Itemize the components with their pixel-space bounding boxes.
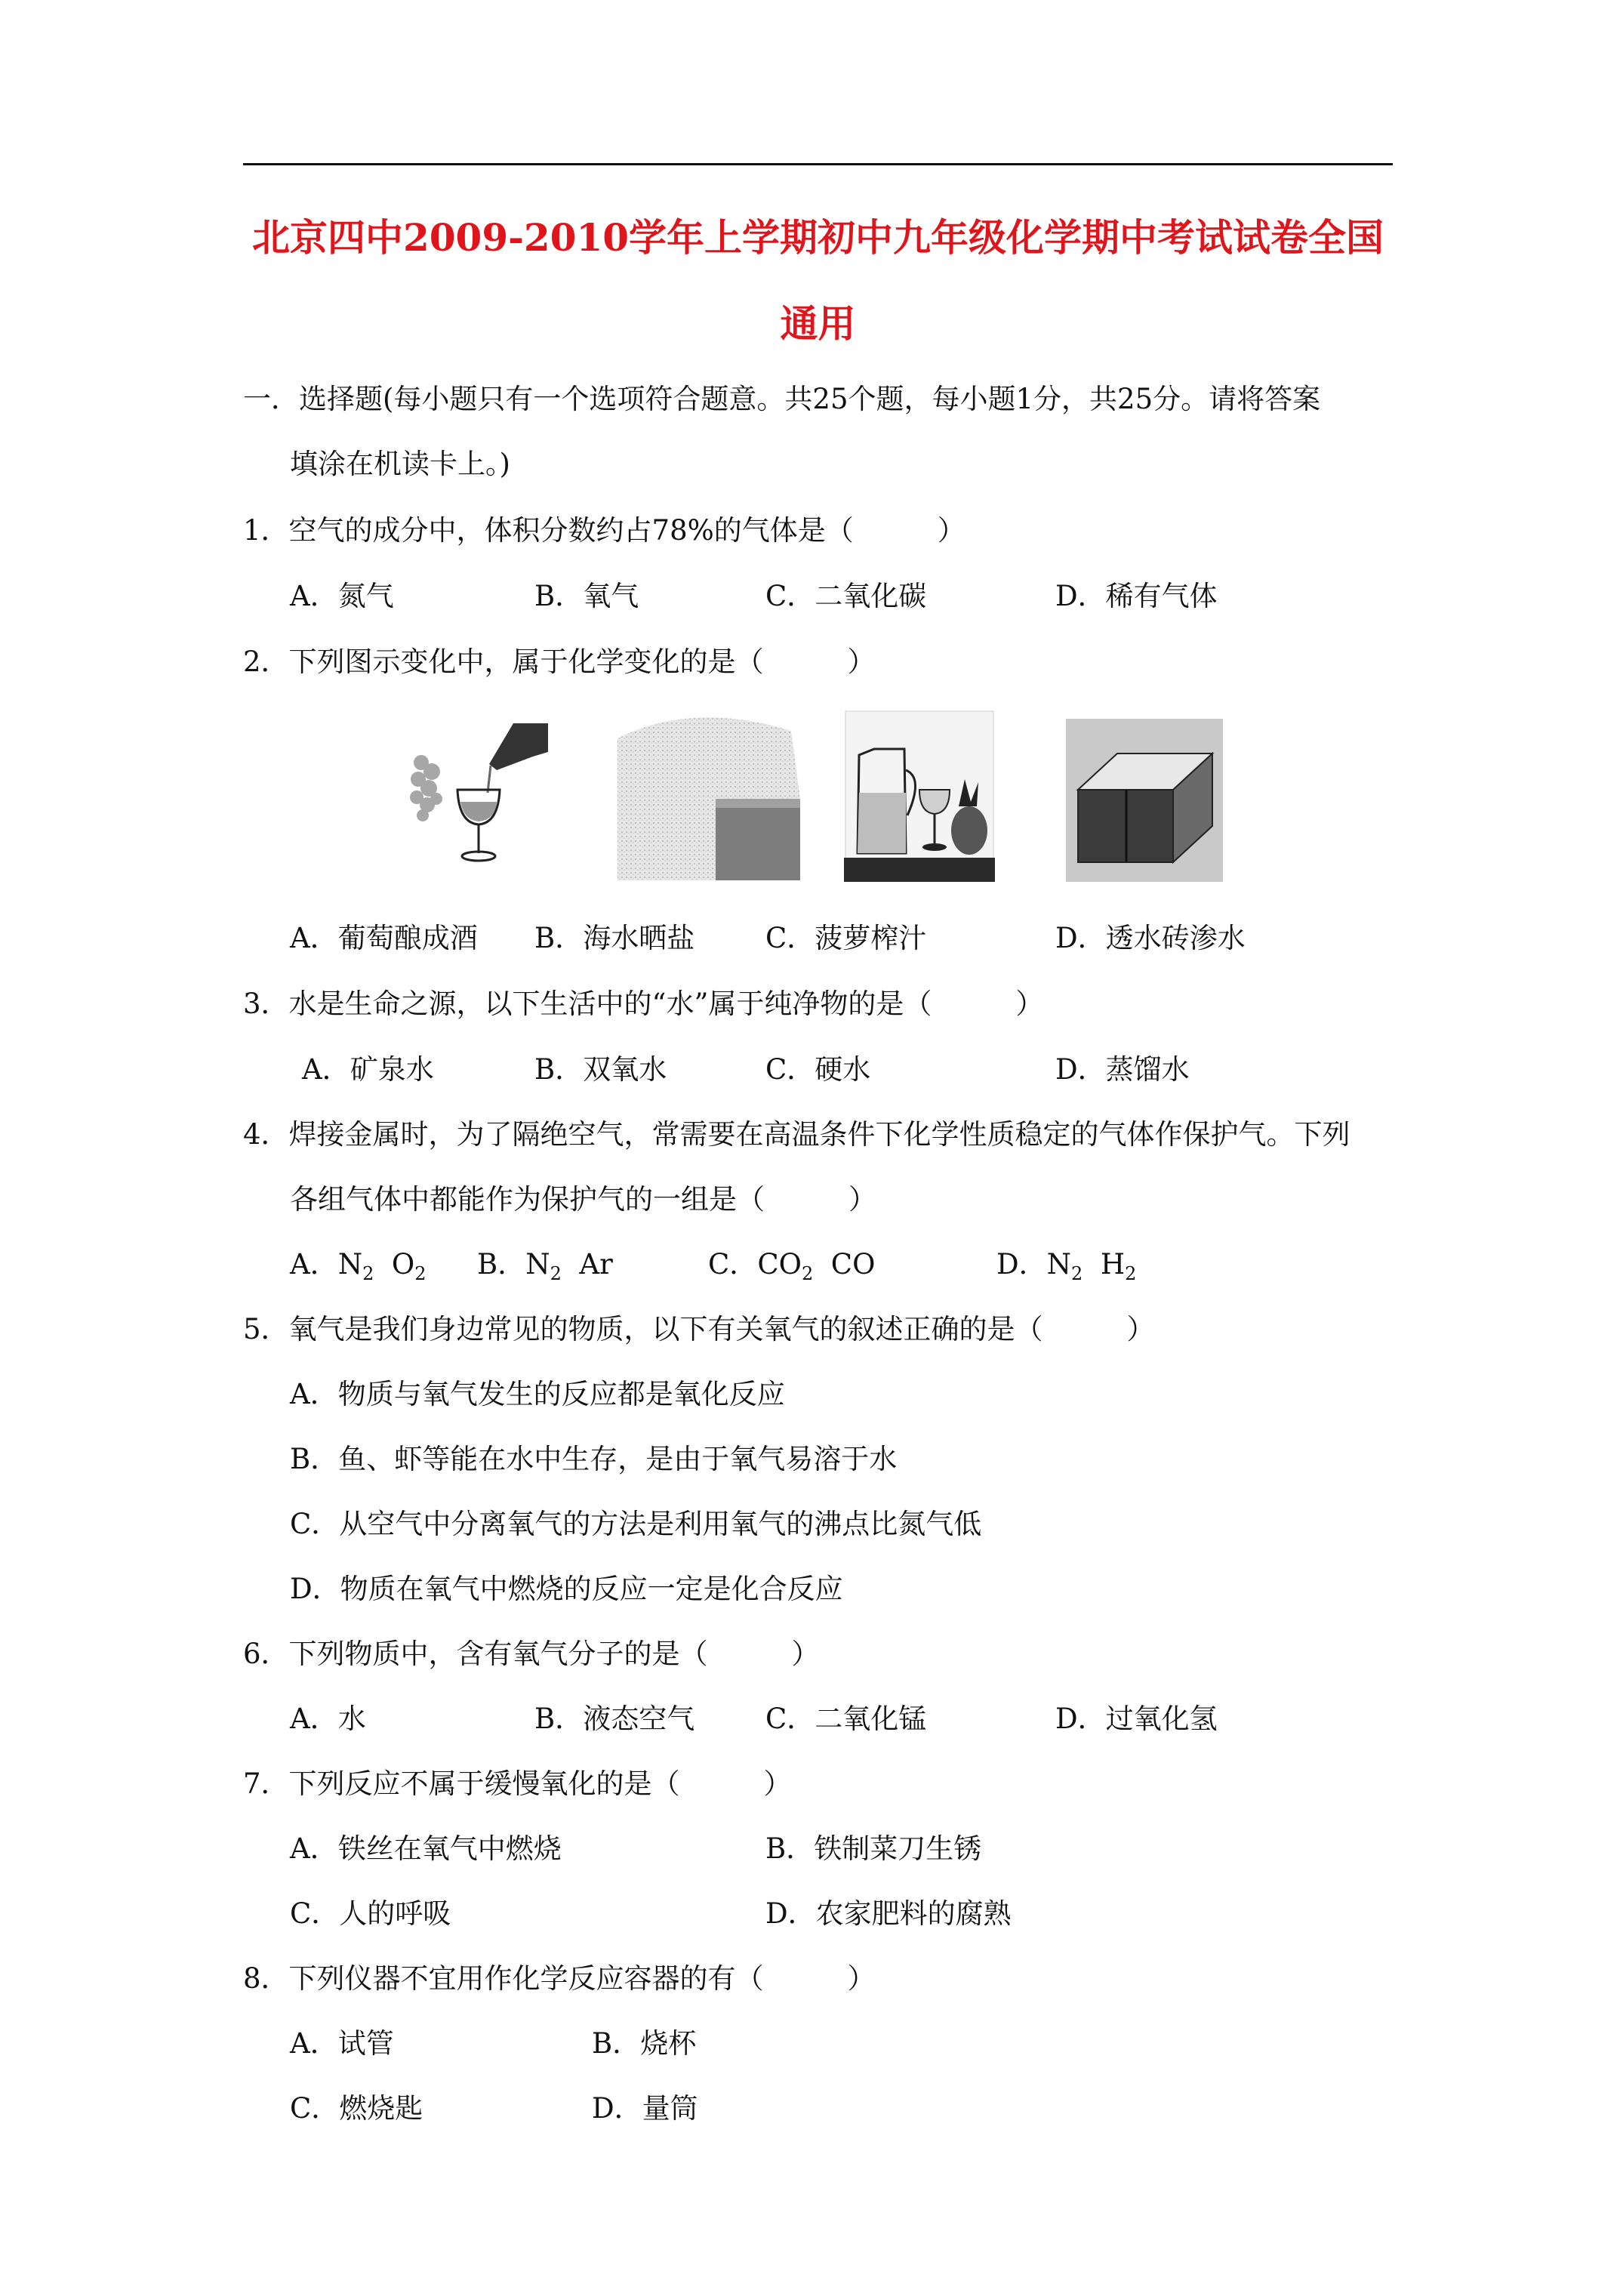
q4-option-a-gas2: O [391,1248,415,1281]
q4-option-d-gas1: N [1046,1248,1072,1281]
q8-option-a: A．试管 [290,2027,394,2060]
q4-option-a-letter: A． [290,1248,338,1281]
question-4-stem-line2: 各组气体中都能作为保护气的一组是（ ） [290,1183,876,1216]
q7-option-b: B．铁制菜刀生锈 [765,1832,982,1865]
q7-option-c: C．人的呼吸 [290,1897,451,1930]
q4-option-a-sub2: 2 [414,1263,427,1284]
q3-option-b: B．双氧水 [534,1053,667,1086]
exam-title-line1: 北京四中2009-2010学年上学期初中九年级化学期中考试试卷全国 [251,215,1384,260]
q4-option-c [708,1246,875,1293]
question-8-stem: 8．下列仪器不宜用作化学反应容器的有（ ） [243,1962,876,1995]
q6-option-a: A．水 [290,1703,366,1735]
q4-option-b-sub1: 2 [550,1263,562,1284]
q4-option-a-gas1: N [337,1248,363,1281]
q5-option-d: D．物质在氧气中燃烧的反应一定是化合反应 [290,1573,843,1605]
question-2-stem: 2．下列图示变化中，属于化学变化的是（ ） [243,646,876,678]
q4-option-a-sub1: 2 [362,1263,374,1284]
q6-option-d: D．过氧化氢 [1055,1703,1218,1735]
q5-option-c: C．从空气中分离氧气的方法是利用氧气的沸点比氮气低 [290,1508,982,1540]
q2-option-c: C．菠萝榨汁 [765,922,927,954]
q4-option-d-gas2: H [1100,1248,1126,1281]
q8-option-d: D．量筒 [592,2092,698,2125]
q4-option-d [996,1246,1136,1293]
q4-option-b [477,1246,613,1293]
grape-wine-pouring-image [400,717,551,868]
q6-option-b: B．液态空气 [534,1703,695,1735]
question-6-stem: 6．下列物质中，含有氧气分子的是（ ） [243,1638,820,1670]
q4-option-d-letter: D． [996,1248,1047,1281]
q1-option-b: B．氧气 [534,580,639,612]
q1-option-c: C．二氧化碳 [765,580,927,612]
question-7-stem: 7．下列反应不属于缓慢氧化的是（ ） [243,1767,792,1800]
section-heading-line2: 填涂在机读卡上。) [290,448,510,480]
q2-option-d: D．透水砖渗水 [1055,922,1246,954]
q4-option-c-letter: C． [708,1248,758,1281]
q2-option-b: B．海水晒盐 [534,922,695,954]
q3-option-c: C．硬水 [765,1053,871,1086]
q3-option-a: A．矿泉水 [302,1053,434,1086]
q4-option-b-letter: B． [477,1248,526,1281]
q4-option-b-gas1: N [525,1248,550,1281]
q7-option-a: A．铁丝在氧气中燃烧 [290,1832,562,1865]
q4-option-c-gas2: CO [830,1248,876,1281]
question-3-stem: 3．水是生命之源，以下生活中的“水”属于纯净物的是（ ） [243,988,1044,1020]
pineapple-juice-image [844,710,995,882]
question-5-stem: 5．氧气是我们身边常见的物质，以下有关氧气的叙述正确的是（ ） [243,1313,1155,1345]
q5-option-a: A．物质与氧气发生的反应都是氧化反应 [290,1378,785,1410]
q1-option-d: D．稀有气体 [1055,580,1218,612]
q6-option-c: C．二氧化锰 [765,1703,927,1735]
q2-option-a: A．葡萄酿成酒 [290,922,478,954]
q4-option-b-gas2: Ar [579,1248,613,1281]
q7-option-d: D．农家肥料的腐熟 [765,1897,1012,1930]
q4-option-a [290,1246,427,1293]
q8-option-c: C．燃烧匙 [290,2092,423,2125]
exam-title-line2: 通用 [780,301,856,346]
seawater-salt-image [602,708,806,882]
q4-option-d-sub1: 2 [1071,1263,1083,1284]
permeable-brick-image [1064,717,1224,883]
q1-option-a: A．氮气 [290,580,394,612]
top-rule [243,163,1393,165]
section-heading-line1: 一．选择题(每小题只有一个选项符合题意。共25个题，每小题1分，共25分。请将答案 [243,383,1321,415]
q3-option-d: D．蒸馏水 [1055,1053,1190,1086]
q4-option-c-gas1: CO [757,1248,802,1281]
q4-option-c-sub1: 2 [801,1263,814,1284]
q5-option-b: B．鱼、虾等能在水中生存，是由于氧气易溶于水 [290,1443,898,1475]
q8-option-b: B．烧杯 [592,2027,697,2060]
q4-option-d-sub2: 2 [1125,1263,1137,1284]
question-4-stem-line1: 4．焊接金属时，为了隔绝空气，常需要在高温条件下化学性质稳定的气体作保护气。下列 [243,1118,1350,1151]
question-1-stem: 1．空气的成分中，体积分数约占78%的气体是（ ） [243,514,965,547]
